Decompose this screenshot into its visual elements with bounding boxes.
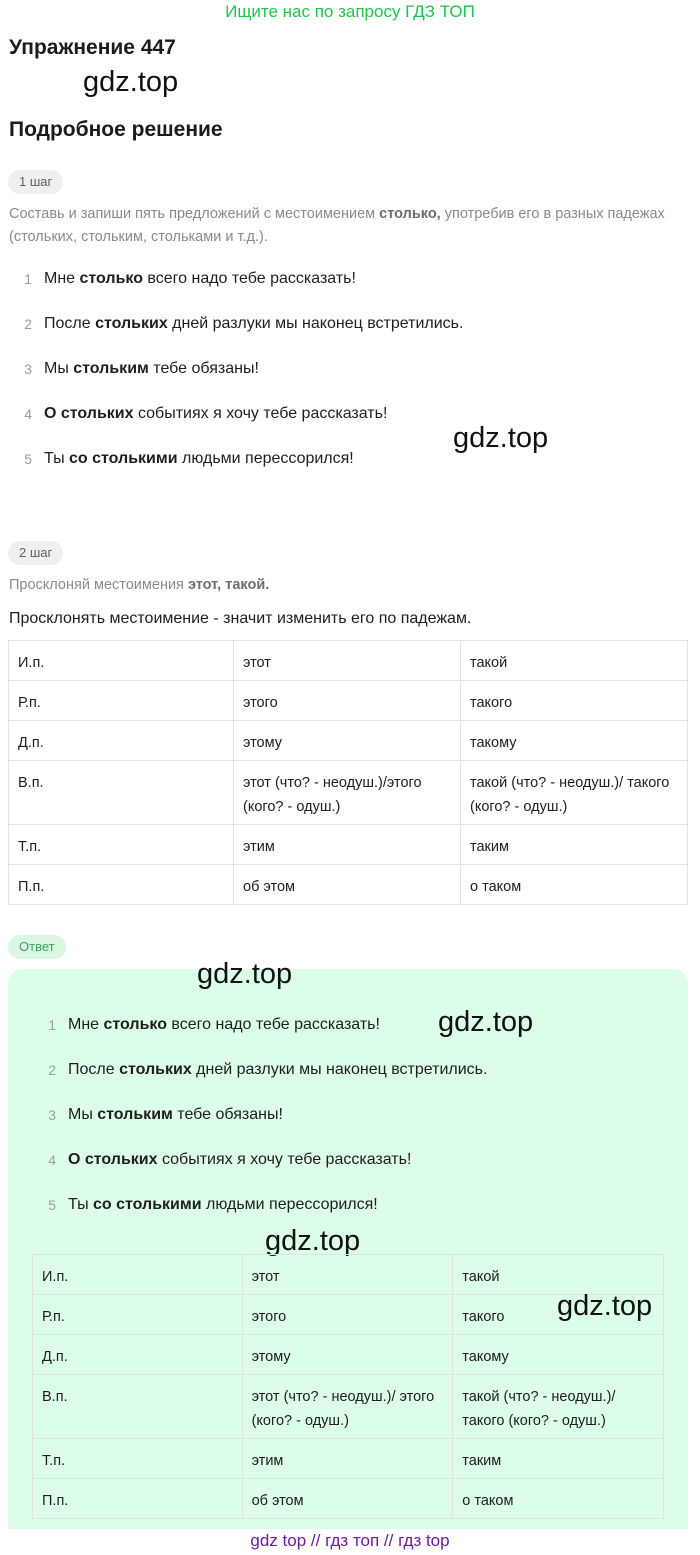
table-cell: такого xyxy=(461,681,688,721)
table-cell: Д.п. xyxy=(9,721,234,761)
watermark: gdz.top xyxy=(453,422,549,454)
table-cell: этот xyxy=(234,641,461,681)
table-cell: такой (что? - неодуш.)/ такого (кого? - одуш.) xyxy=(461,761,688,825)
step-2-badge: 2 шаг xyxy=(8,541,63,565)
item-number: 2 xyxy=(48,1062,56,1078)
table-cell: об этом xyxy=(234,865,461,905)
watermark: gdz.top xyxy=(557,1290,653,1322)
table-row xyxy=(9,681,688,721)
table-cell: такой xyxy=(461,641,688,681)
table-row xyxy=(33,1479,664,1519)
table-cell: П.п. xyxy=(33,1479,243,1519)
sentence-text: После стольких дней разлуки мы наконец встретились. xyxy=(68,1061,488,1078)
table-cell: о таком xyxy=(461,865,688,905)
table-cell: этому xyxy=(234,721,461,761)
watermark: gdz.top xyxy=(438,1006,534,1038)
top-banner: Ищите нас по запросу ГДЗ ТОП xyxy=(225,2,475,21)
table-cell: такого xyxy=(453,1295,664,1335)
step-1-badge: 1 шаг xyxy=(8,170,63,194)
table-cell: И.п. xyxy=(33,1255,243,1295)
table-cell: этот xyxy=(242,1255,453,1295)
item-number: 5 xyxy=(48,1197,56,1213)
table-cell: Т.п. xyxy=(33,1439,243,1479)
table-cell: Д.п. xyxy=(33,1335,243,1375)
table-cell: такой (что? - неодуш.)/ такого (кого? - одуш.) xyxy=(453,1375,664,1439)
item-number: 2 xyxy=(24,316,32,332)
table-cell: этот (что? - неодуш.)/этого (кого? - одуш.) xyxy=(234,761,461,825)
table-row xyxy=(9,641,688,681)
step-2-explanation: Просклонять местоимение - значит изменить его по падежам. xyxy=(9,610,472,627)
watermark: gdz.top xyxy=(83,66,179,98)
item-number: 3 xyxy=(24,361,32,377)
table-cell: этим xyxy=(242,1439,453,1479)
item-number: 4 xyxy=(24,406,32,422)
table-cell: В.п. xyxy=(33,1375,243,1439)
table-cell: этого xyxy=(234,681,461,721)
table-cell: этим xyxy=(234,825,461,865)
item-number: 1 xyxy=(48,1017,56,1033)
item-number: 5 xyxy=(24,451,32,467)
exercise-title: Упражнение 447 xyxy=(9,36,176,59)
table-row xyxy=(33,1375,664,1439)
table-cell: П.п. xyxy=(9,865,234,905)
table-row xyxy=(9,721,688,761)
declension-table xyxy=(8,640,688,905)
table-row xyxy=(9,865,688,905)
table-cell: этого xyxy=(242,1295,453,1335)
sentence-text: Ты со столькими людьми перессорился! xyxy=(44,450,354,467)
sentence-text: Мне столько всего надо тебе рассказать! xyxy=(44,270,356,287)
table-cell: таким xyxy=(461,825,688,865)
sentence-text: О стольких событиях я хочу тебе рассказать! xyxy=(44,405,388,422)
table-row xyxy=(33,1335,664,1375)
table-cell: о таком xyxy=(453,1479,664,1519)
item-number: 1 xyxy=(24,271,32,287)
table-cell: такому xyxy=(453,1335,664,1375)
table-cell: И.п. xyxy=(9,641,234,681)
table-cell: таким xyxy=(453,1439,664,1479)
table-cell: Т.п. xyxy=(9,825,234,865)
sentence-text: Ты со столькими людьми перессорился! xyxy=(68,1196,378,1213)
table-cell: этому xyxy=(242,1335,453,1375)
answer-badge: Ответ xyxy=(8,935,66,959)
table-row xyxy=(9,761,688,825)
table-cell: этот (что? - неодуш.)/ этого (кого? - одуш.) xyxy=(242,1375,453,1439)
step-2-task: Просклоняй местоимения этот, такой. xyxy=(9,577,270,593)
watermark: gdz.top xyxy=(197,958,293,990)
table-cell: Р.п. xyxy=(9,681,234,721)
item-number: 4 xyxy=(48,1152,56,1168)
table-cell: об этом xyxy=(242,1479,453,1519)
table-row xyxy=(33,1439,664,1479)
sentence-text: Мне столько всего надо тебе рассказать! xyxy=(68,1016,380,1033)
table-cell: такой xyxy=(453,1255,664,1295)
sentence-text: О стольких событиях я хочу тебе рассказать! xyxy=(68,1151,412,1168)
sentence-text: После стольких дней разлуки мы наконец встретились. xyxy=(44,315,464,332)
table-cell: В.п. xyxy=(9,761,234,825)
table-cell: Р.п. xyxy=(33,1295,243,1335)
solution-heading: Подробное решение xyxy=(9,118,223,141)
sentence-text: Мы стольким тебе обязаны! xyxy=(44,360,259,377)
item-number: 3 xyxy=(48,1107,56,1123)
footer-links: gdz top // гдз топ // гдз top xyxy=(250,1531,450,1550)
table-cell: такому xyxy=(461,721,688,761)
table-row xyxy=(9,825,688,865)
step-1-task: Составь и запиши пять предложений с местоимением столько, употребив его в разных падежах (стольких, стольким, стольками и т.д.). xyxy=(9,206,665,245)
watermark: gdz.top xyxy=(265,1225,361,1257)
sentence-text: Мы стольким тебе обязаны! xyxy=(68,1106,283,1123)
